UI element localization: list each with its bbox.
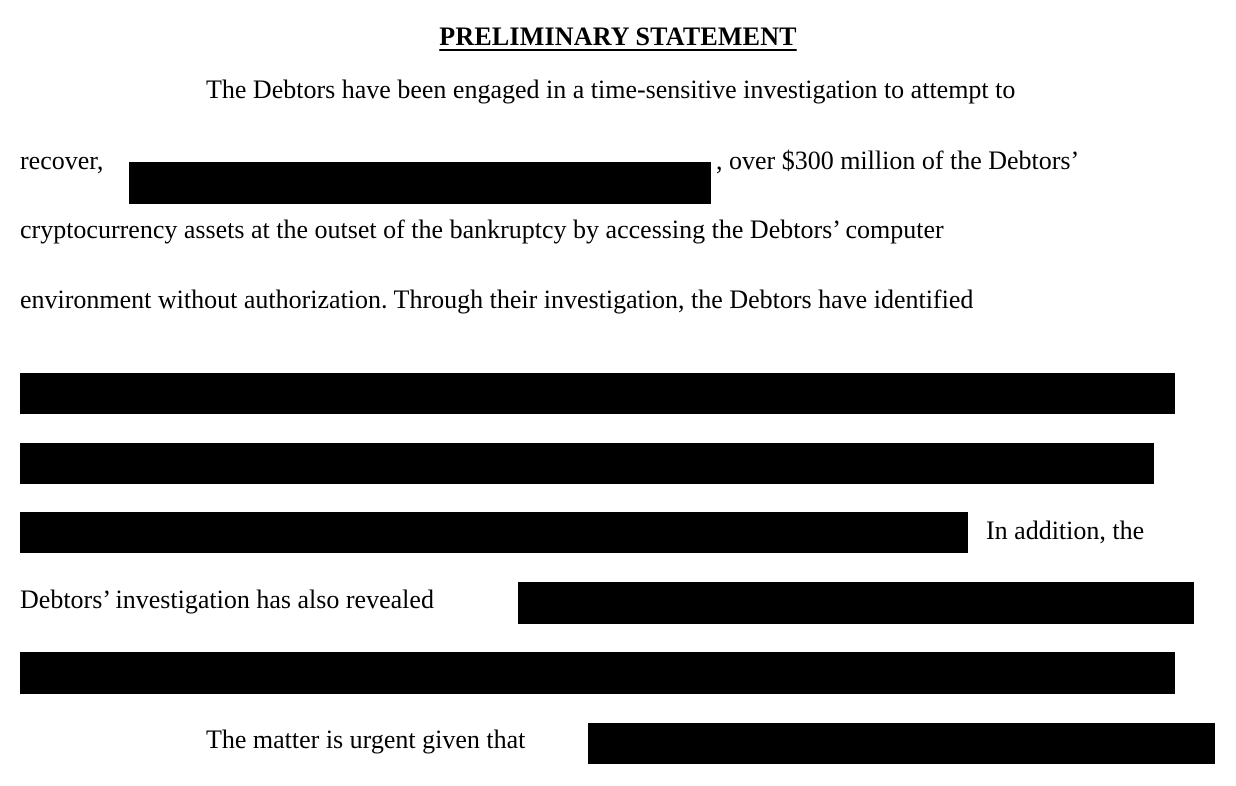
redaction-bar-5	[518, 582, 1194, 624]
paragraph-line-2-end: , over $300 million of the Debtors’	[716, 146, 1080, 175]
paragraph-line-2-start: recover,	[20, 146, 104, 175]
redaction-bar-2	[20, 373, 1175, 414]
paragraph-line-10-start: The matter is urgent given that	[206, 725, 526, 754]
section-heading: PRELIMINARY STATEMENT	[439, 22, 797, 51]
redaction-bar-4	[20, 512, 968, 553]
redaction-bar-6	[20, 652, 1175, 694]
redaction-bar-7	[588, 723, 1215, 764]
paragraph-line-4: environment without authorization. Through their investigation, the Debtors have identified	[20, 285, 974, 314]
paragraph-line-1: The Debtors have been engaged in a time-sensitive investigation to attempt to	[206, 75, 1016, 104]
paragraph-line-7-end: In addition, the	[986, 516, 1145, 545]
redaction-bar-3	[20, 443, 1154, 484]
paragraph-line-8-start: Debtors’ investigation has also revealed	[20, 585, 434, 614]
redaction-bar-1	[129, 162, 711, 204]
paragraph-line-3: cryptocurrency assets at the outset of the bankruptcy by accessing the Debtors’ computer	[20, 215, 944, 244]
